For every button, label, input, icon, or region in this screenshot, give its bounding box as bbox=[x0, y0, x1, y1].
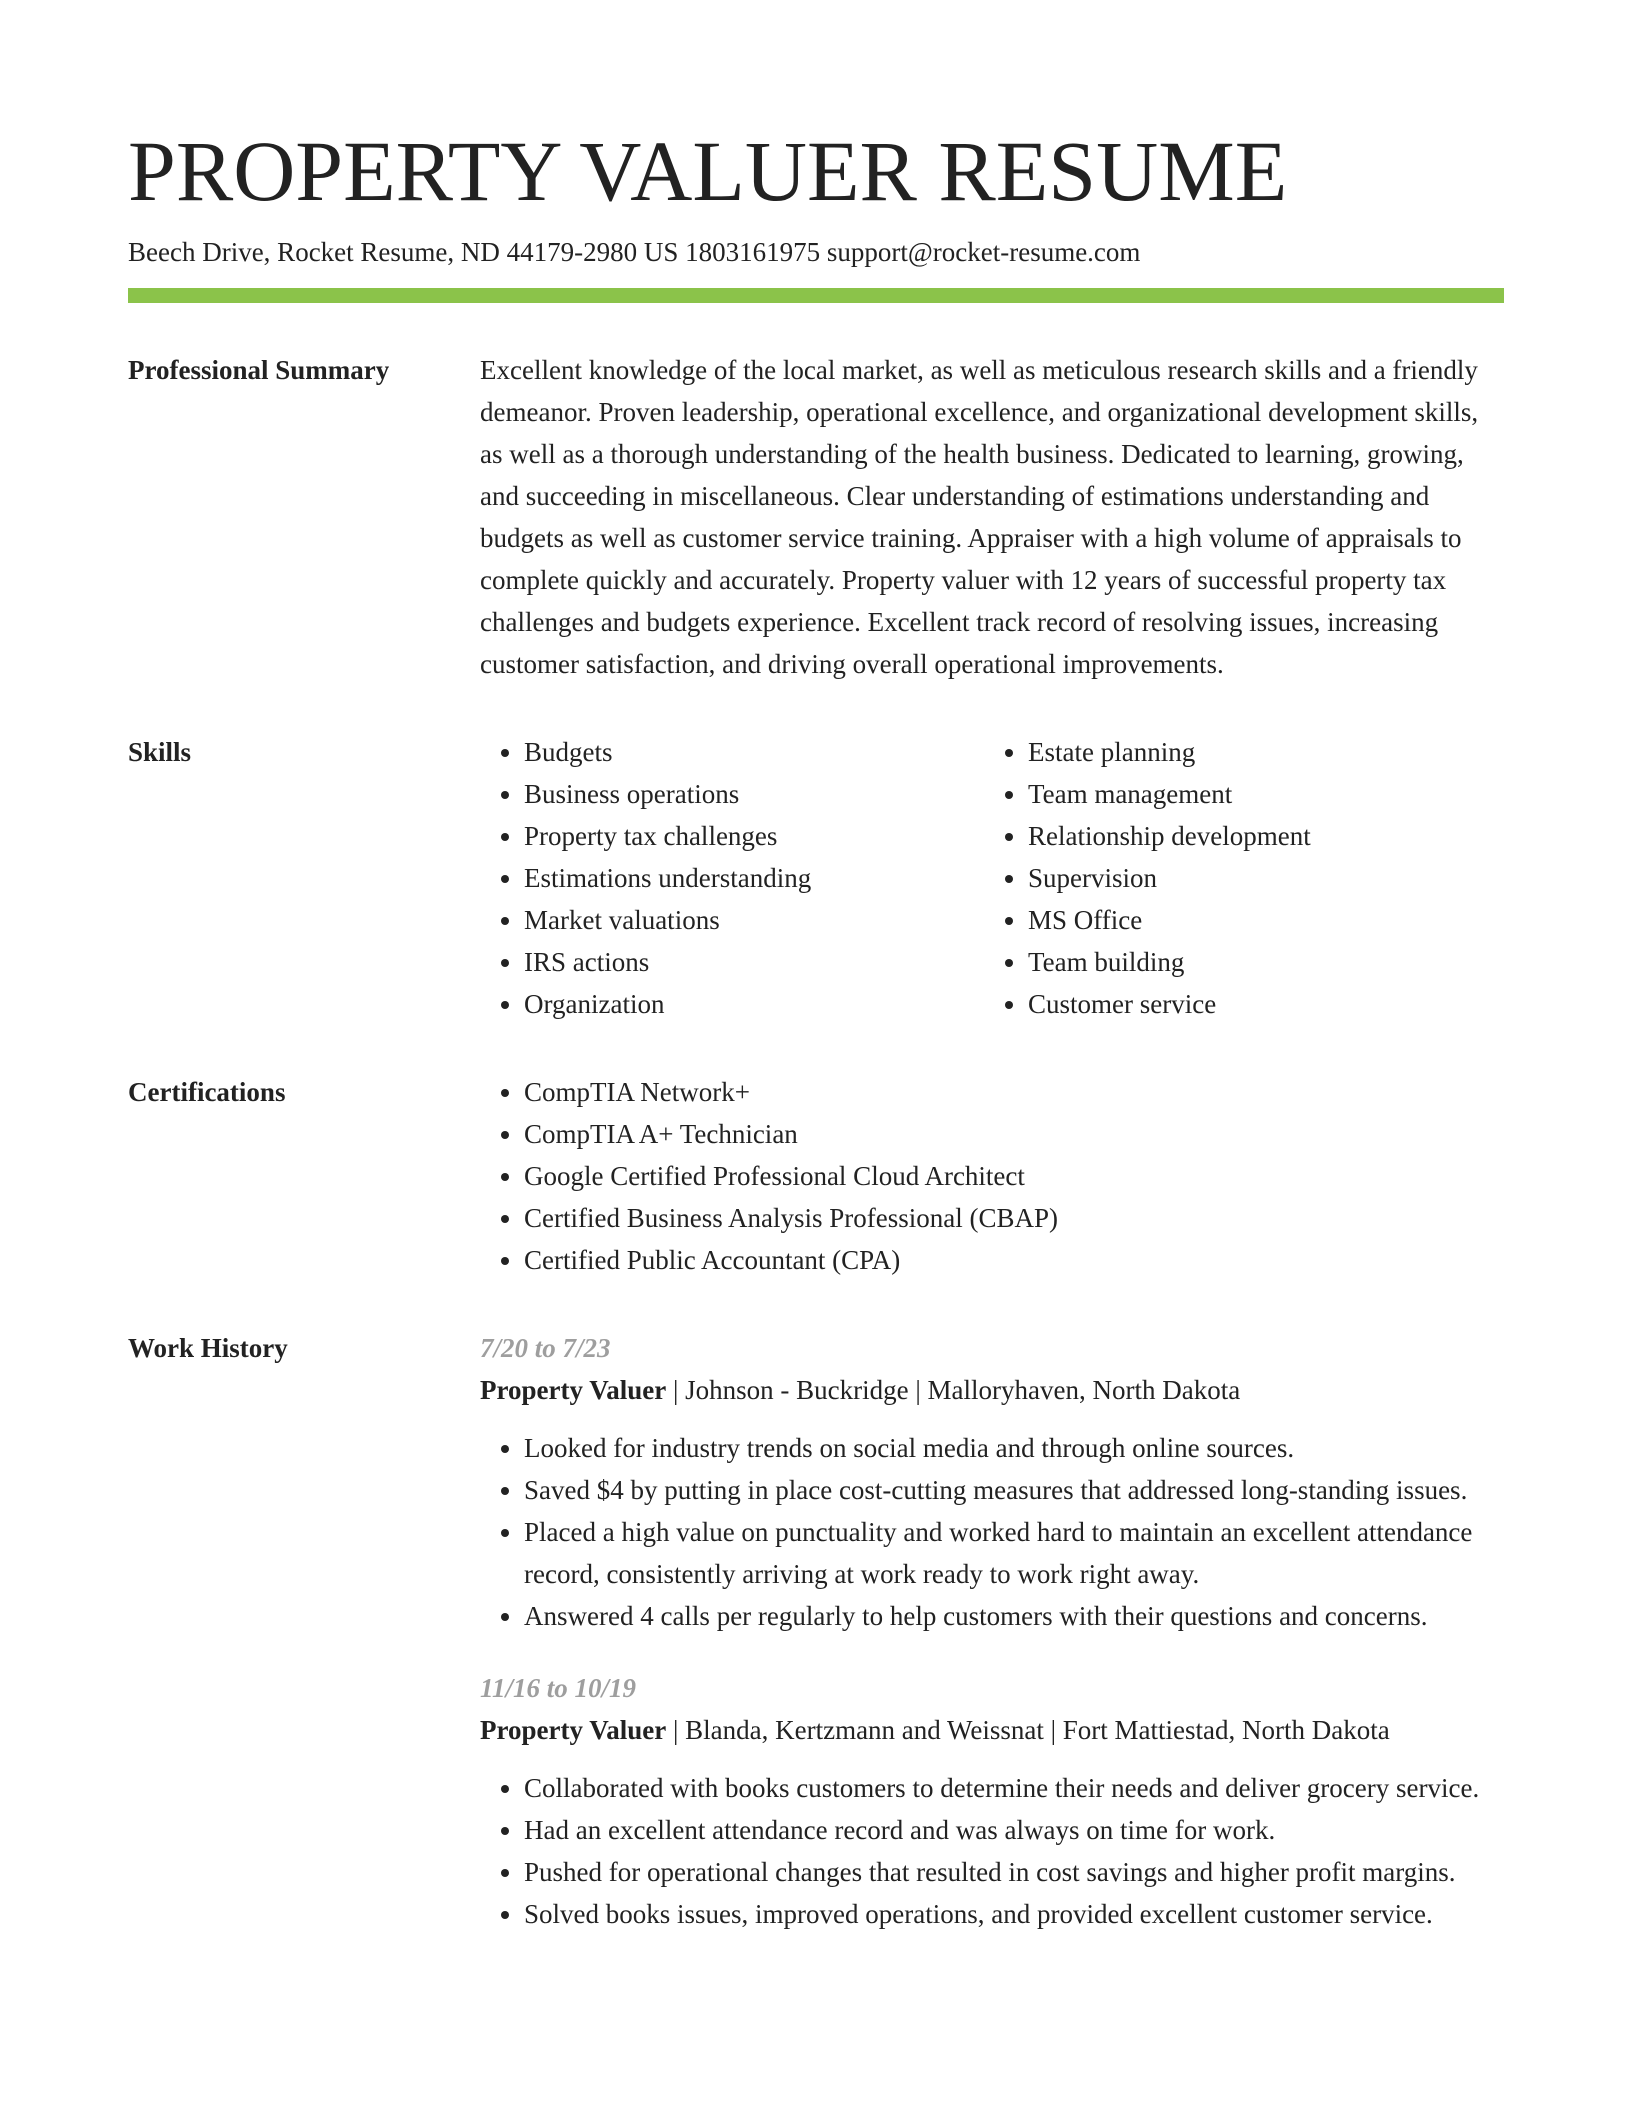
section-skills bbox=[128, 731, 1504, 1025]
list-item: • Google Certified Professional Cloud Architect bbox=[524, 1155, 1504, 1197]
job-bullets bbox=[480, 1427, 1504, 1637]
header-divider bbox=[128, 288, 1504, 303]
list-item: • Customer service bbox=[1028, 983, 1488, 1025]
list-item: • Saved $4 by putting in place cost-cutting measures that addressed long-standing issues. bbox=[524, 1469, 1504, 1511]
list-item: • Certified Public Accountant (CPA) bbox=[524, 1239, 1504, 1281]
list-item: • Supervision bbox=[1028, 857, 1488, 899]
job-details: | Johnson - Buckridge | Malloryhaven, North Dakota bbox=[666, 1375, 1241, 1405]
job-entry bbox=[480, 1327, 1504, 1637]
list-item: • Relationship development bbox=[1028, 815, 1488, 857]
resume-page bbox=[128, 118, 1504, 1935]
section-label: Certifications bbox=[128, 1077, 286, 1107]
job-title: Property Valuer bbox=[480, 1715, 667, 1745]
skills-list-left bbox=[480, 731, 984, 1025]
job-dates: 11/16 to 10/19 bbox=[480, 1673, 637, 1703]
job-title: Property Valuer bbox=[480, 1375, 667, 1405]
certifications-list bbox=[480, 1071, 1504, 1281]
list-item: • Property tax challenges bbox=[524, 815, 984, 857]
list-item: • CompTIA A+ Technician bbox=[524, 1113, 1504, 1155]
job-bullets bbox=[480, 1767, 1504, 1935]
skills-list-right bbox=[984, 731, 1488, 1025]
section-professional-summary bbox=[128, 349, 1504, 685]
list-item: • Certified Business Analysis Professional (CBAP) bbox=[524, 1197, 1504, 1239]
job-dates: 7/20 to 7/23 bbox=[480, 1333, 611, 1363]
section-label: Work History bbox=[128, 1333, 288, 1363]
list-item: • Collaborated with books customers to determine their needs and deliver grocery service. bbox=[524, 1767, 1504, 1809]
job-heading bbox=[480, 1369, 1504, 1411]
job-entry bbox=[480, 1667, 1504, 1935]
section-certifications bbox=[128, 1071, 1504, 1281]
job-heading bbox=[480, 1709, 1504, 1751]
list-item: • Team building bbox=[1028, 941, 1488, 983]
job-details: | Blanda, Kertzmann and Weissnat | Fort Mattiestad, North Dakota bbox=[666, 1715, 1390, 1745]
list-item: • Organization bbox=[524, 983, 984, 1025]
list-item: • IRS actions bbox=[524, 941, 984, 983]
section-work-history bbox=[128, 1327, 1504, 1935]
list-item: • Solved books issues, improved operations, and provided excellent customer service. bbox=[524, 1893, 1504, 1935]
list-item: • Looked for industry trends on social media and through online sources. bbox=[524, 1427, 1504, 1469]
resume-title: PROPERTY VALUER RESUME bbox=[128, 123, 1288, 219]
contact-line: Beech Drive, Rocket Resume, ND 44179-2980 US 1803161975 support@rocket-resume.com bbox=[128, 237, 1141, 267]
section-label: Professional Summary bbox=[128, 355, 390, 385]
list-item: • Estimations understanding bbox=[524, 857, 984, 899]
section-label: Skills bbox=[128, 737, 192, 767]
list-item: • MS Office bbox=[1028, 899, 1488, 941]
list-item: • CompTIA Network+ bbox=[524, 1071, 1504, 1113]
list-item: • Budgets bbox=[524, 731, 984, 773]
list-item: • Business operations bbox=[524, 773, 984, 815]
list-item: • Estate planning bbox=[1028, 731, 1488, 773]
list-item: • Placed a high value on punctuality and worked hard to maintain an excellent attendance record, consistently arriving at work ready to work right away. bbox=[524, 1511, 1504, 1595]
list-item: • Market valuations bbox=[524, 899, 984, 941]
list-item: • Answered 4 calls per regularly to help customers with their questions and concerns. bbox=[524, 1595, 1504, 1637]
list-item: • Team management bbox=[1028, 773, 1488, 815]
summary-text: Excellent knowledge of the local market, as well as meticulous research skills and a friendly demeanor. Proven leadership, operational excellence, and organizational development skills, as well as a thorough understanding of the health business. Dedicated to learning, growing, and succeeding in miscellaneous. Clear understanding of estimations understanding and budgets as well as customer service training. Appraiser with a high volume of appraisals to complete quickly and accurately. Property valuer with 12 years of successful property tax challenges and budgets experience. Excellent track record of resolving issues, increasing customer satisfaction, and driving overall operational improvements. bbox=[480, 355, 1479, 679]
list-item: • Pushed for operational changes that resulted in cost savings and higher profit margins. bbox=[524, 1851, 1504, 1893]
list-item: • Had an excellent attendance record and was always on time for work. bbox=[524, 1809, 1504, 1851]
